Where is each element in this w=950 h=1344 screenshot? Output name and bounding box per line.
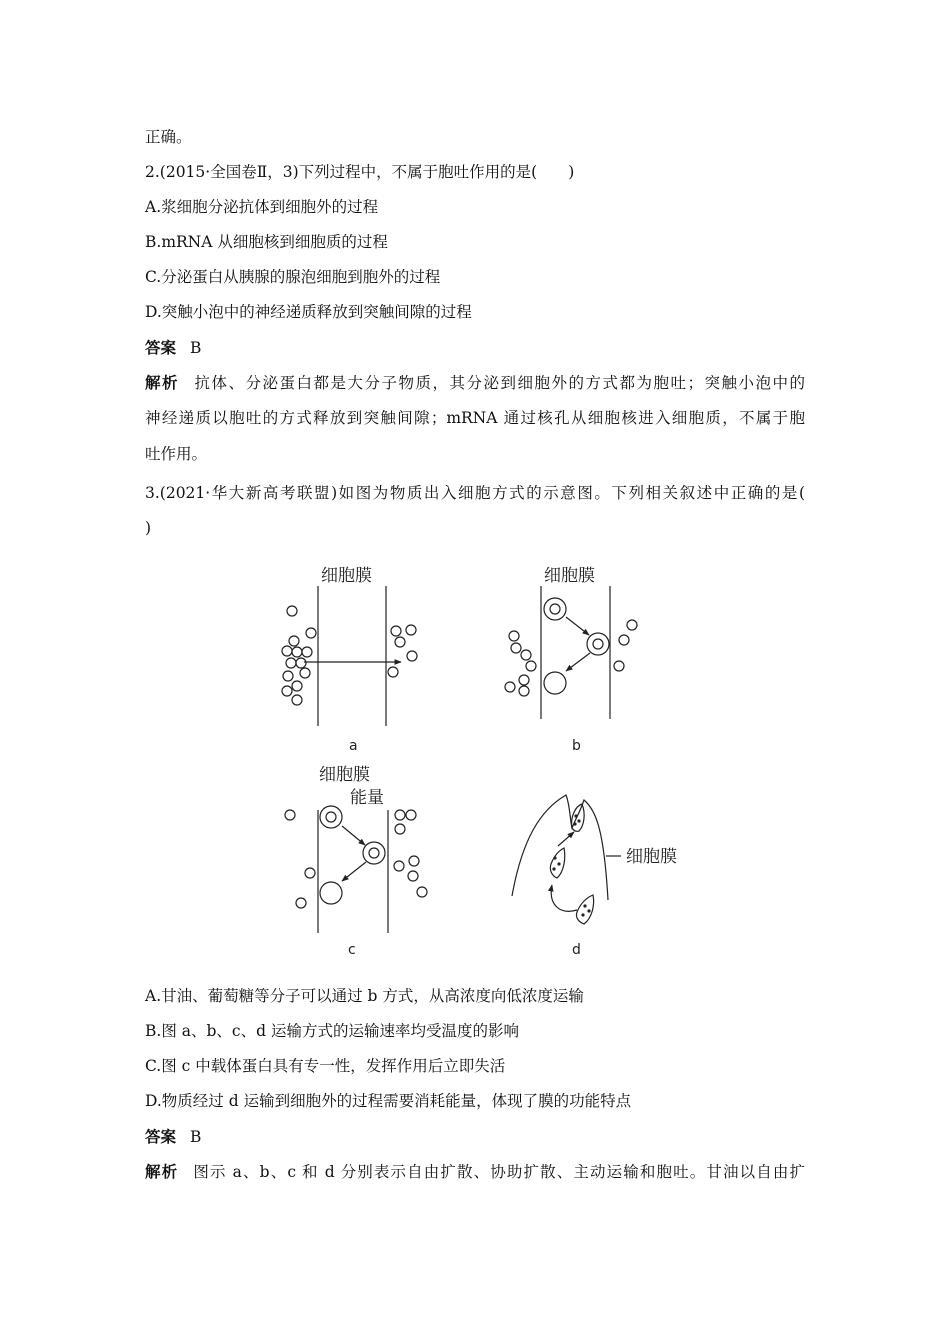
- energy-label: 能量: [350, 788, 384, 808]
- q2-option-a: A.浆细胞分泌抗体到细胞外的过程: [145, 198, 379, 216]
- panel-label-c: c: [348, 942, 356, 958]
- membrane-label-b: 细胞膜: [544, 566, 595, 586]
- membrane-label-a: 细胞膜: [321, 566, 372, 586]
- panel-c: [285, 806, 427, 933]
- q2-analysis-line3: 吐作用。: [145, 445, 208, 463]
- panel-label-a: a: [349, 738, 358, 754]
- q2-option-d: D.突触小泡中的神经递质释放到突触间隙的过程: [145, 303, 472, 321]
- q2-analysis-line2: 神经递质以胞吐的方式释放到突触间隙；mRNA 通过核孔从细胞核进入细胞质，不属于胞: [145, 409, 805, 427]
- answer-value: B: [190, 339, 202, 357]
- q2-analysis-line1: [145, 373, 805, 393]
- answer-label: 答案: [145, 339, 177, 357]
- q2-answer: [145, 338, 201, 358]
- q3-answer: [145, 1127, 201, 1147]
- analysis-text: 抗体、分泌蛋白都是大分子物质，其分泌到细胞外的方式都为胞吐；突触小泡中的: [193, 374, 805, 392]
- analysis-label: 解析: [145, 1163, 179, 1181]
- answer-value: B: [190, 1128, 202, 1146]
- panel-label-b: b: [572, 738, 581, 754]
- q3-option-c: C.图 c 中载体蛋白具有专一性，发挥作用后立即失活: [145, 1057, 506, 1075]
- q2-stem: 2.(2015·全国卷Ⅱ，3)下列过程中，不属于胞吐作用的是( ): [145, 163, 575, 181]
- analysis-text: 图示 a、b、c 和 d 分别表示自由扩散、协助扩散、主动运输和胞吐。甘油以自由扩: [192, 1163, 805, 1181]
- panel-label-d: d: [572, 942, 581, 958]
- membrane-label-d: 细胞膜: [626, 847, 677, 867]
- panel-a: [282, 586, 417, 726]
- panel-b: [505, 586, 637, 719]
- analysis-label: 解析: [145, 374, 179, 392]
- q2-option-b: B.mRNA 从细胞核到细胞质的过程: [145, 233, 388, 251]
- panel-d: [512, 795, 621, 924]
- q2-option-c: C.分泌蛋白从胰腺的腺泡细胞到胞外的过程: [145, 268, 441, 286]
- q3-option-a: A.甘油、葡萄糖等分子可以通过 b 方式，从高浓度向低浓度运输: [145, 987, 584, 1005]
- q3-stem-line1: 3.(2021·华大新高考联盟)如图为物质出入细胞方式的示意图。下列相关叙述中正确的是(: [145, 484, 805, 502]
- answer-label: 答案: [145, 1128, 177, 1146]
- q3-stem-line2: ): [145, 519, 152, 537]
- q3-analysis-line1: [145, 1162, 805, 1182]
- membrane-label-c: 细胞膜: [319, 765, 370, 785]
- q1-tail: 正确。: [145, 128, 192, 146]
- q3-option-d: D.物质经过 d 运输到细胞外的过程需要消耗能量，体现了膜的功能特点: [145, 1092, 632, 1110]
- vesicle-dots: [552, 814, 590, 916]
- q3-option-b: B.图 a、b、c、d 运输方式的运输速率均受温度的影响: [145, 1022, 519, 1040]
